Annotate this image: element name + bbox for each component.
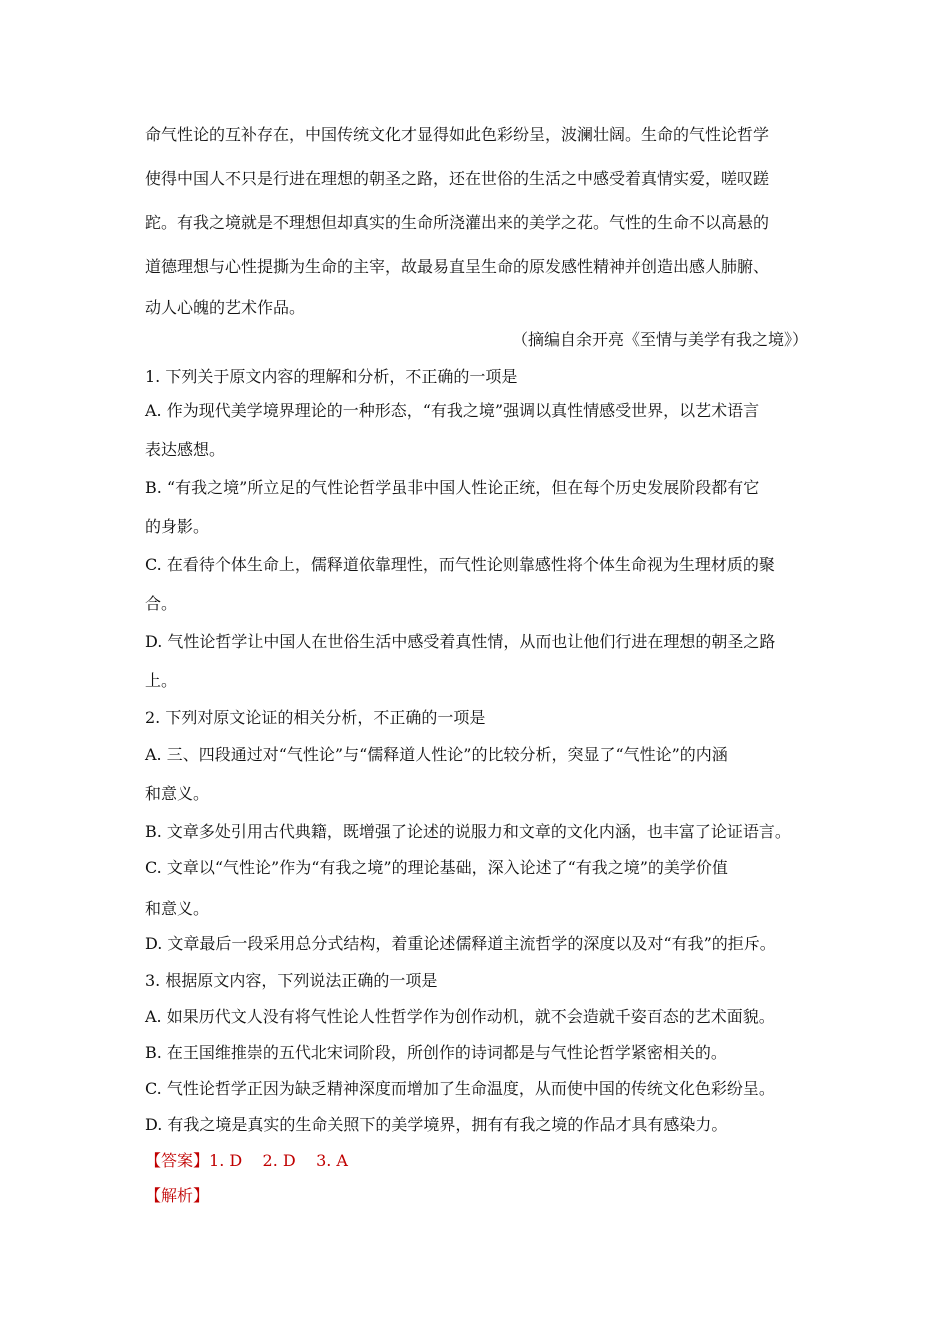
question-2-option-c: C. 文章以“气性论”作为“有我之境”的理论基础，深入论述了“有我之境”的美学价值 xyxy=(145,858,728,877)
question-3-option-d: D. 有我之境是真实的生命关照下的美学境界，拥有有我之境的作品才具有感染力。 xyxy=(145,1115,728,1134)
answer-values: 1. D 2. D 3. A xyxy=(209,1151,348,1170)
passage-source: （摘编自余开亮《至情与美学有我之境》） xyxy=(511,330,808,349)
passage-line-3: 跎。有我之境就是不理想但却真实的生命所浇灌出来的美学之花。气性的生命不以高悬的 xyxy=(145,213,770,232)
question-3-option-b: B. 在王国维推崇的五代北宋词阶段，所创作的诗词都是与气性论哲学紧密相关的。 xyxy=(145,1043,727,1062)
analysis-label: 【解析】 xyxy=(145,1186,210,1205)
question-1-option-b: B. “有我之境”所立足的气性论哲学虽非中国人性论正统，但在每个历史发展阶段都有它 xyxy=(145,478,760,497)
answer-row xyxy=(145,1151,348,1171)
question-2-option-c-cont: 和意义。 xyxy=(145,899,210,918)
question-1-option-a-cont: 表达感想。 xyxy=(145,440,226,459)
question-1-option-b-cont: 的身影。 xyxy=(145,517,210,536)
question-1-option-c: C. 在看待个体生命上，儒释道依靠理性，而气性论则靠感性将个体生命视为生理材质的聚 xyxy=(145,555,775,574)
passage-line-2: 使得中国人不只是行进在理想的朝圣之路，还在世俗的生活之中感受着真情实爱，嗟叹蹉 xyxy=(145,169,770,188)
question-2-option-a-cont: 和意义。 xyxy=(145,784,210,803)
question-2-option-d: D. 文章最后一段采用总分式结构，着重论述儒释道主流哲学的深度以及对“有我”的拒斥。 xyxy=(145,934,776,953)
question-2-option-b: B. 文章多处引用古代典籍，既增强了论述的说服力和文章的文化内涵，也丰富了论证语言。 xyxy=(145,822,791,841)
question-1-option-d: D. 气性论哲学让中国人在世俗生活中感受着真性情，从而也让他们行进在理想的朝圣之路 xyxy=(145,632,776,651)
question-1-option-a: A. 作为现代美学境界理论的一种形态，“有我之境”强调以真性情感受世界，以艺术语言 xyxy=(145,401,760,420)
question-1-stem: 1. 下列关于原文内容的理解和分析，不正确的一项是 xyxy=(145,367,518,386)
question-3-option-a: A. 如果历代文人没有将气性论人性哲学作为创作动机，就不会造就千姿百态的艺术面貌。 xyxy=(145,1007,775,1026)
passage-line-5: 动人心魄的艺术作品。 xyxy=(145,298,306,317)
answer-label: 【答案】 xyxy=(145,1151,210,1170)
passage-line-1: 命气性论的互补存在，中国传统文化才显得如此色彩纷呈，波澜壮阔。生命的气性论哲学 xyxy=(145,125,770,144)
question-2-stem: 2. 下列对原文论证的相关分析，不正确的一项是 xyxy=(145,708,486,727)
question-3-option-c: C. 气性论哲学正因为缺乏精神深度而增加了生命温度，从而使中国的传统文化色彩纷呈。 xyxy=(145,1079,775,1098)
question-2-option-a: A. 三、四段通过对“气性论”与“儒释道人性论”的比较分析，突显了“气性论”的内涵 xyxy=(145,745,728,764)
question-3-stem: 3. 根据原文内容，下列说法正确的一项是 xyxy=(145,971,438,990)
passage-line-4: 道德理想与心性提撕为生命的主宰，故最易直呈生命的原发感性精神并创造出感人肺腑、 xyxy=(145,257,770,276)
question-1-option-d-cont: 上。 xyxy=(145,671,178,690)
question-1-option-c-cont: 合。 xyxy=(145,594,178,613)
